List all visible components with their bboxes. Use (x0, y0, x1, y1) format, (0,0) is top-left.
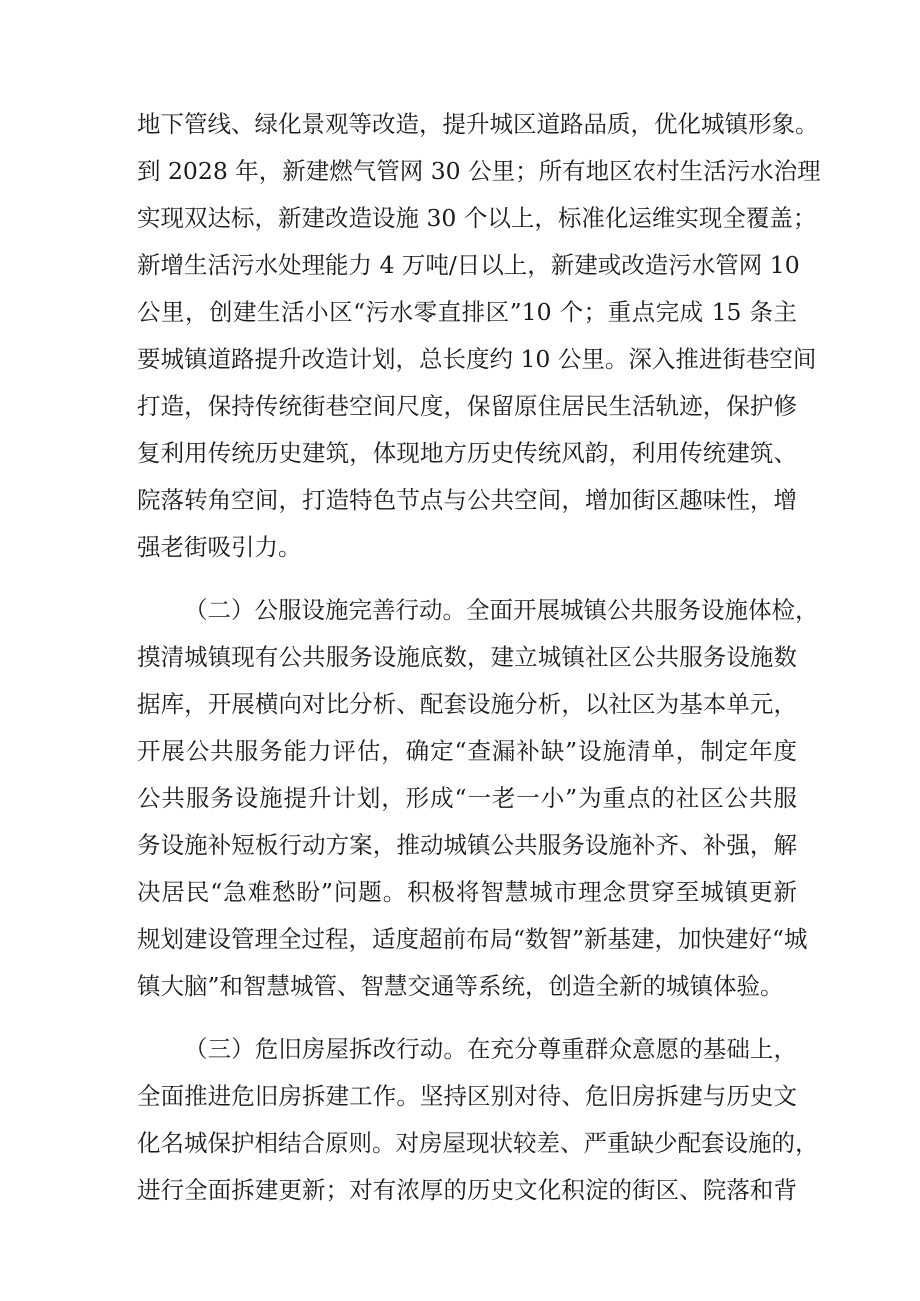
text-line-16: 务设施补短板行动方案，推动城镇公共服务设施补齐、补强，解 (137, 831, 797, 859)
text-line-14: 开展公共服务能力评估，确定“查漏补缺”设施清单，制定年度 (137, 737, 797, 765)
text-line-23: 进行全面拆建更新；对有浓厚的历史文化积淀的街区、院落和背 (137, 1176, 797, 1204)
text-line-17: 决居民“急难愁盼”问题。积极将智慧城市理念贯穿至城镇更新 (137, 878, 797, 906)
text-line-5: 公里，创建生活小区“污水零直排区”10 个；重点完成 15 条主 (137, 298, 797, 326)
section-two-heading-line: （二）公服设施完善行动。全面开展城镇公共服务设施体检， (184, 596, 819, 624)
text-line-12: 摸清城镇现有公共服务设施底数，建立城镇社区公共服务设施数 (137, 643, 797, 671)
text-line-10: 强老街吸引力。 (137, 533, 302, 561)
text-line-18: 规划建设管理全过程，适度超前布局“数智”新基建，加快建好“城 (137, 925, 808, 953)
text-line-3: 实现双达标，新建改造设施 30 个以上，标准化运维实现全覆盖； (137, 204, 817, 232)
text-line-7: 打造，保持传统街巷空间尺度，保留原住居民生活轨迹，保护修 (137, 392, 797, 420)
text-line-1: 地下管线、绿化景观等改造，提升城区道路品质，优化城镇形象。 (137, 110, 819, 138)
text-line-22: 化名城保护相结合原则。对房屋现状较差、严重缺少配套设施的， (137, 1129, 819, 1157)
text-line-2: 到 2028 年，新建燃气管网 30 公里；所有地区农村生活污水治理 (137, 157, 821, 185)
text-line-15: 公共服务设施提升计划，形成“一老一小”为重点的社区公共服 (137, 784, 797, 812)
text-line-21: 全面推进危旧房拆建工作。坚持区别对待、危旧房拆建与历史文 (137, 1082, 797, 1110)
text-line-9: 院落转角空间，打造特色节点与公共空间，增加街区趣味性，增 (137, 486, 797, 514)
section-three-heading-line: （三）危旧房屋拆改行动。在充分尊重群众意愿的基础上， (184, 1035, 797, 1063)
text-line-8: 复利用传统历史建筑，体现地方历史传统风韵，利用传统建筑、 (137, 439, 797, 467)
text-line-4: 新增生活污水处理能力 4 万吨/日以上，新建或改造污水管网 10 (137, 251, 800, 279)
text-line-19: 镇大脑”和智慧城管、智慧交通等系统，创造全新的城镇体验。 (137, 972, 784, 1000)
text-line-6: 要城镇道路提升改造计划，总长度约 10 公里。深入推进街巷空间 (137, 345, 817, 373)
text-line-13: 据库，开展横向对比分析、配套设施分析，以社区为基本单元， (137, 690, 797, 718)
